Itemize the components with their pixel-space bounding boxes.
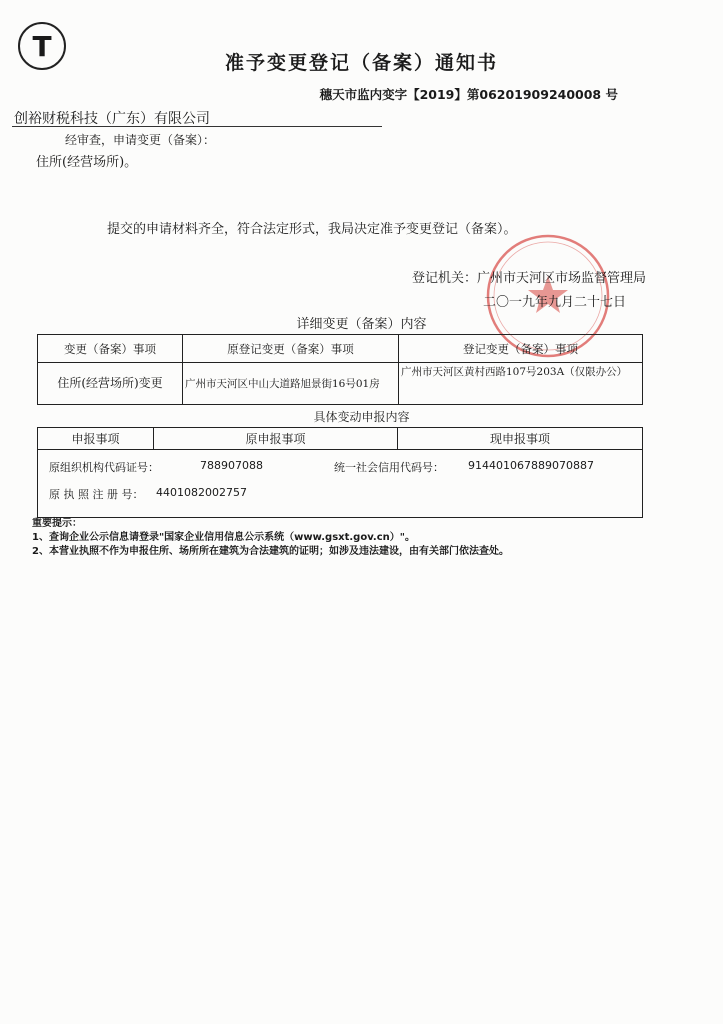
license-value: 4401082002757 <box>156 486 247 499</box>
credit-code-value: 914401067889070887 <box>468 459 594 472</box>
table-header-row <box>38 428 643 450</box>
decision-line: 提交的申请材料齐全，符合法定形式，我局决定准予变更登记（备案）。 <box>107 222 517 237</box>
important-notes <box>32 517 509 559</box>
header-registered: 登记变更（备案）事项 <box>399 335 643 363</box>
note-item-1: 1、查询企业公示信息请登录"国家企业信用信息公示系统（www.gsxt.gov.cn）"。 <box>32 532 415 543</box>
authority-name: 广州市天河区市场监督管理局 <box>477 271 647 286</box>
header-change-item: 变更（备案）事项 <box>38 335 183 363</box>
review-line: 经审查，申请变更（备案）： <box>65 133 216 147</box>
header-original-declare: 原申报事项 <box>154 428 398 450</box>
note-item-2: 2、本营业执照不作为申报住所、场所所在建筑为合法建筑的证明；如涉及违法建设，由有关部门依法查处。 <box>32 546 509 557</box>
header-original: 原登记变更（备案）事项 <box>183 335 399 363</box>
declaration-table <box>37 427 643 518</box>
table-header-row <box>38 335 643 363</box>
detail-section-title: 详细变更（备案）内容 <box>296 317 427 332</box>
declaration-section-title: 具体变动申报内容 <box>313 410 410 424</box>
t-mark-icon: T <box>18 22 66 70</box>
license-label: 原 执 照 注 册 号： <box>49 488 144 501</box>
org-code-value: 788907088 <box>200 459 263 472</box>
notes-title: 重要提示： <box>32 518 82 529</box>
authority-label: 登记机关： <box>412 271 478 286</box>
cell-change-item: 住所(经营场所)变更 <box>38 363 183 405</box>
company-name: 创裕财税科技（广东）有限公司 <box>14 111 210 127</box>
registration-authority <box>412 267 646 286</box>
header-current-declare: 现申报事项 <box>398 428 643 450</box>
header-declare-item: 申报事项 <box>38 428 154 450</box>
change-item-line: 住所(经营场所)。 <box>36 155 138 170</box>
registration-date: 二〇一九年九月二十七日 <box>483 295 627 310</box>
table-row <box>38 363 643 405</box>
org-code-label: 原组织机构代码证号： <box>49 461 159 474</box>
table-row <box>38 450 643 518</box>
company-underline <box>12 126 382 127</box>
cell-new-address: 广州市天河区黄村西路107号203A（仅限办公） <box>399 363 643 405</box>
document-title: 准予变更登记（备案）通知书 <box>224 52 498 74</box>
credit-code-label: 统一社会信用代码号： <box>334 461 444 474</box>
cell-original-address: 广州市天河区中山大道路旭景街16号01房 <box>183 363 399 405</box>
declaration-body-cell <box>38 450 643 518</box>
document-number: 穗天市监内变字【2019】第06201909240008 号 <box>319 87 618 102</box>
detail-change-table <box>37 334 643 405</box>
